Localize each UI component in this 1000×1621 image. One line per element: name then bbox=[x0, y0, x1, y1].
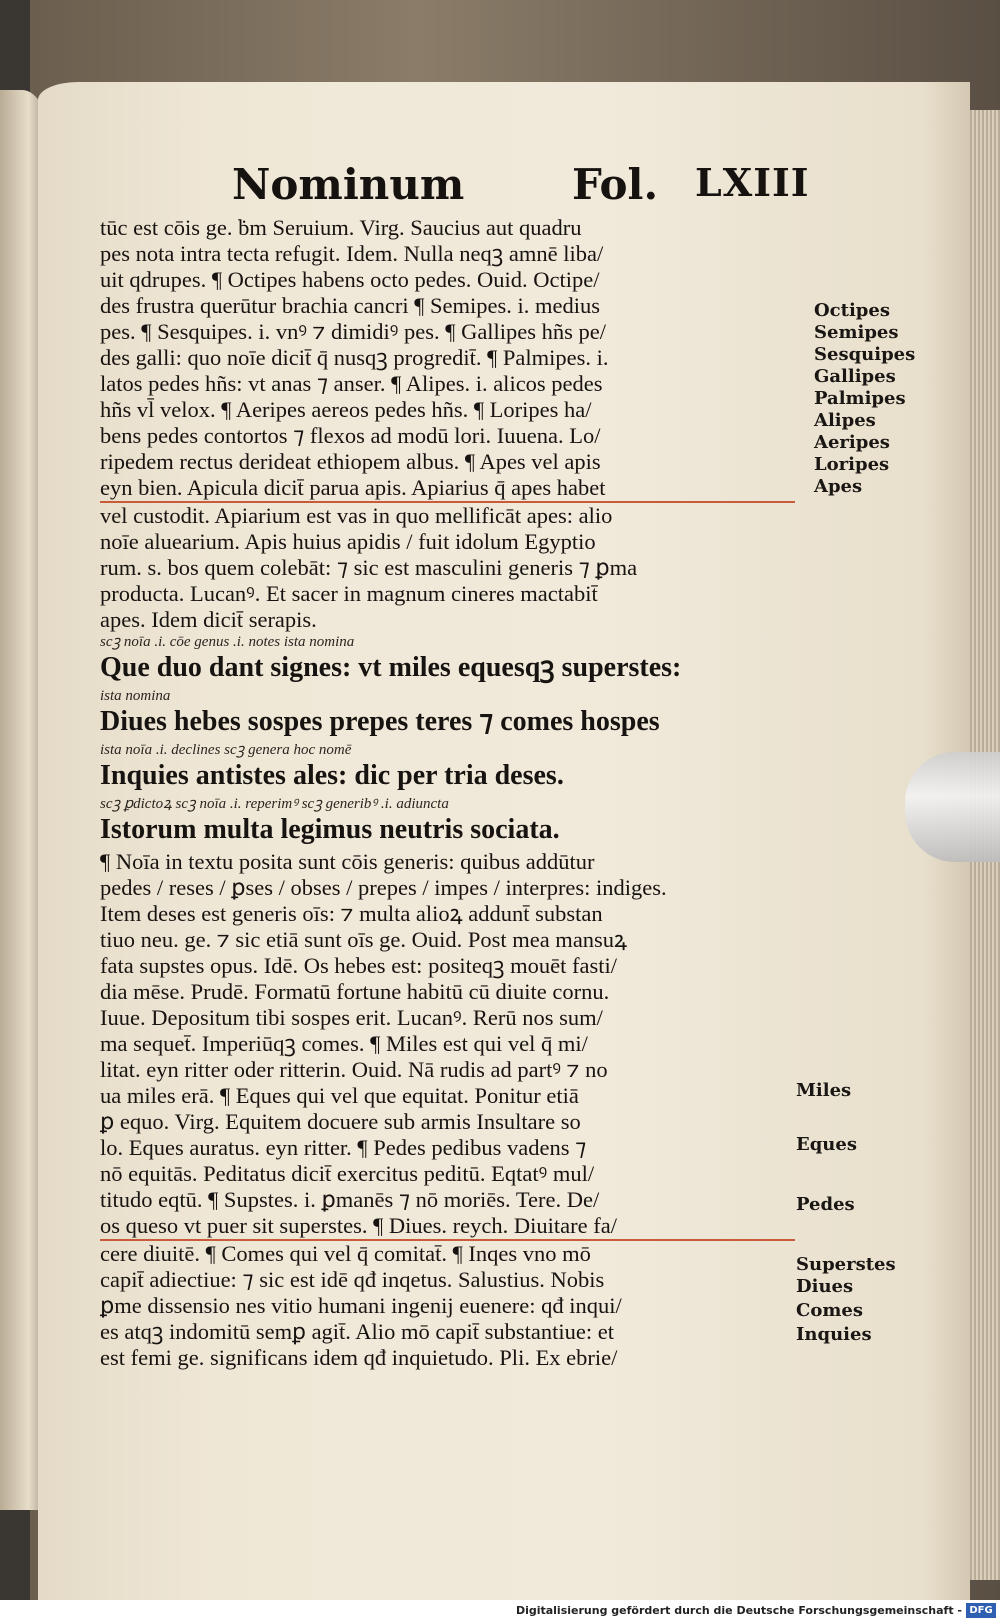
marginal-note: Palmipes bbox=[814, 388, 906, 409]
verse-line: Que duo dant signes: vt miles equesqꝫ superstes: bbox=[100, 652, 682, 683]
marginal-note: Aeripes bbox=[814, 432, 890, 453]
marginal-note: Semipes bbox=[814, 322, 899, 343]
commentary-line: ma sequet̄. Imperiūqꝫ comes. ¶ Miles est qui vel q̄ mi/ bbox=[100, 1031, 588, 1056]
commentary-line: pedes / reses / ꝑses / obses / prepes / impes / interpres: indiges. bbox=[100, 875, 667, 900]
commentary-line: titudo eqtū. ¶ Supstes. i. ꝑmanēs ⁊ nō moriēs. Tere. De/ bbox=[100, 1187, 600, 1212]
text-line: pes nota intra tecta refugit. Idem. Nulla neqꝫ amnē liba/ bbox=[100, 241, 604, 266]
commentary-line: ꝑme dissensio nes vitio humani ingenij euenere: qđ inqui/ bbox=[100, 1293, 622, 1318]
marginal-note: Inquies bbox=[796, 1324, 872, 1345]
commentary-line: Item deses est generis oīs: ⁊ multa alioꝝ addunt̄ substan bbox=[100, 901, 603, 926]
marginal-note: Miles bbox=[796, 1080, 852, 1101]
text-line: pes. ¶ Sesquipes. i. vnꝰ ⁊ dimidiꝰ pes. ¶ Gallipes hñs pe/ bbox=[100, 319, 607, 344]
marginal-note: Octipes bbox=[814, 300, 890, 321]
verse-line: Diues hebes sospes prepes teres ⁊ comes hospes bbox=[100, 706, 660, 737]
text-line: noīe aluearium. Apis huius apidis / fuit idolum Egyptio bbox=[100, 529, 596, 554]
marginal-note: Loripes bbox=[814, 454, 890, 475]
commentary-line: cere diuitē. ¶ Comes qui vel q̄ comitat̄. ¶ Inqes vno mō bbox=[100, 1241, 591, 1266]
folio-label: Fol. bbox=[572, 160, 659, 209]
commentary-line: est femi ge. significans idem qđ inquietudo. Pli. Ex ebrie/ bbox=[100, 1345, 618, 1370]
verse-line: Inquies antistes ales: dic per tria deses. bbox=[100, 760, 564, 791]
marginal-note: Pedes bbox=[796, 1194, 855, 1215]
marginal-note: Superstes bbox=[796, 1254, 896, 1275]
text-line: bens pedes contortos ⁊ flexos ad modū lori. Iuuena. Lo/ bbox=[100, 423, 601, 448]
text-line: hñs vl̄ velox. ¶ Aeripes aereos pedes hñs. ¶ Loripes ha/ bbox=[100, 397, 592, 422]
commentary-line: dia mēse. Prudē. Formatū fortune habitū cū diuite cornu. bbox=[100, 979, 610, 1004]
dfg-logo: DFG bbox=[966, 1603, 996, 1618]
interlinear-gloss: ista noīa .i. declines scꝫ genera hoc nomē bbox=[100, 742, 352, 758]
text-line: des frustra querūtur brachia cancri ¶ Semipes. i. medius bbox=[100, 293, 601, 318]
marginal-note: Eques bbox=[796, 1134, 857, 1155]
main-text-block bbox=[100, 215, 795, 1371]
text-line: latos pedes hñs: vt anas ⁊ anser. ¶ Alipes. i. alicos pedes bbox=[100, 371, 603, 396]
commentary-line: ꝑ equo. Virg. Equitem docuere sub armis Insultare so bbox=[100, 1109, 581, 1134]
text-line: uit qdrupes. ¶ Octipes habens octo pedes. Ouid. Octipe/ bbox=[100, 267, 600, 292]
text-line: ripedem rectus derideat ethiopem albus. ¶ Apes vel apis bbox=[100, 449, 601, 474]
funding-notice: Digitalisierung gefördert durch die Deutsche Forschungsgemeinschaft - bbox=[515, 1604, 962, 1617]
marginal-note: Alipes bbox=[814, 410, 876, 431]
commentary-line: ¶ Noīa in textu posita sunt cōis generis: quibus addūtur bbox=[100, 849, 595, 874]
marginal-note: Sesquipes bbox=[814, 344, 916, 365]
text-line: rum. s. bos quem colebāt: ⁊ sic est masculini generis ⁊ ꝑma bbox=[100, 555, 638, 580]
commentary-line: fata supstes opus. Idē. Os hebes est: positeqꝫ mouēt fasti/ bbox=[100, 953, 618, 978]
commentary-line: litat. eyn ritter oder ritterin. Ouid. Nā rudis ad partꝰ ⁊ no bbox=[100, 1057, 608, 1082]
text-line: des galli: quo noīe dicit̄ q̄ nusqꝫ progredit̄. ¶ Palmipes. i. bbox=[100, 345, 609, 370]
commentary-line: tiuo neu. ge. ⁊ sic etiā sunt oīs ge. Ouid. Post mea mansuꝝ bbox=[100, 927, 628, 952]
interlinear-gloss: scꝫ ꝑdictoꝝ scꝫ noīa .i. reperimꝰ scꝫ generibꝰ .i. adiuncta bbox=[100, 796, 449, 812]
commentary-line: Iuue. Depositum tibi sospes erit. Lucanꝰ. Rerū nos sum/ bbox=[100, 1005, 603, 1030]
commentary-line: lo. Eques auratus. eyn ritter. ¶ Pedes pedibus vadens ⁊ bbox=[100, 1135, 587, 1160]
marginal-note: Diues bbox=[796, 1276, 854, 1297]
folio-number: LXIII bbox=[695, 160, 810, 205]
footer-bar bbox=[0, 1600, 1000, 1621]
text-line: tūc est cōis ge. ḃm Seruium. Virg. Saucius aut quadru bbox=[100, 215, 582, 240]
marginal-note: Comes bbox=[796, 1300, 863, 1321]
page-clip bbox=[905, 752, 1000, 862]
marginal-note: Apes bbox=[814, 476, 863, 497]
commentary-line: ua miles erā. ¶ Eques qui vel que equitat. Ponitur etiā bbox=[100, 1083, 579, 1108]
interlinear-gloss: ista nomina bbox=[100, 688, 171, 704]
text-line: producta. Lucanꝰ. Et sacer in magnum cineres mactabit̄ bbox=[100, 581, 598, 606]
commentary-line: capit̄ adiectiue: ⁊ sic est idē qđ inqetus. Salustius. Nobis bbox=[100, 1267, 605, 1292]
verse-line: Istorum multa legimus neutris sociata. bbox=[100, 814, 560, 845]
running-head: Nominum bbox=[232, 160, 465, 209]
text-line: eyn bien. Apicula dicit̄ parua apis. Apiarius q̄ apes habet bbox=[100, 475, 795, 503]
text-line: vel custodit. Apiarium est vas in quo mellificāt apes: alio bbox=[100, 503, 613, 528]
text-line: apes. Idem dicit̄ serapis. bbox=[100, 607, 317, 632]
commentary-line: os queso vt puer sit superstes. ¶ Diues. reych. Diuitare fa/ bbox=[100, 1213, 795, 1241]
commentary-line: nō equitās. Peditatus dicit̄ exercitus peditū. Eqtatꝰ mul/ bbox=[100, 1161, 595, 1186]
interlinear-gloss: scꝫ noīa .i. cōe genus .i. notes ista nomina bbox=[100, 634, 355, 650]
marginal-note: Gallipes bbox=[814, 366, 896, 387]
commentary-line: es atqꝫ indomitū semꝑ agit̄. Alio mō capit̄ substantiue: et bbox=[100, 1319, 615, 1344]
